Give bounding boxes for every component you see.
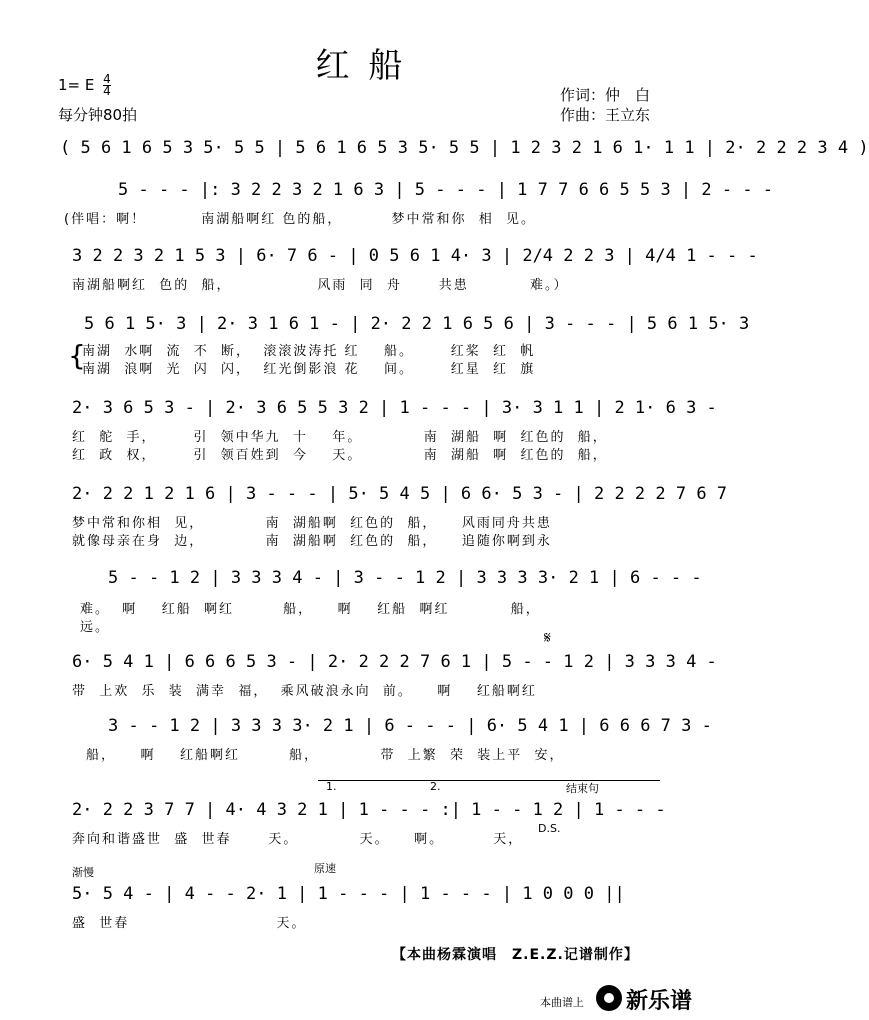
lyrics-line-2: 远。 (80, 620, 111, 635)
notation-line: ( 5 6 1 6 5 3 5· 5 5 | 5 6 1 6 5 3 5· 5 5 | 1 2 3 2 1 6 1· 1 1 | 2· 2 2 2 3 4 ) (60, 138, 869, 158)
time-signature (103, 74, 111, 97)
lyrics-line: 带 上欢 乐 装 满幸 福， 乘风破浪永向 前。 啊 红船啊红 (72, 684, 537, 699)
a-tempo-marking: 原速 (314, 862, 336, 875)
lyrics-line: 盛 世春 天。 (72, 916, 307, 931)
dal-segno-mark: D.S. (538, 822, 561, 835)
notation-line: 5 6 1 5· 3 | 2· 3 1 6 1 - | 2· 2 2 1 6 5 6 | 3 - - - | 5 6 1 5· 3 (84, 314, 750, 334)
notation-line: 6· 5 4 1 | 6 6 6 5 3 - | 2· 2 2 2 7 6 1 | 5 - - 1 2 | 3 3 3 4 - (72, 652, 717, 672)
transcription-credit: 【本曲杨霖演唱 Z.E.Z.记谱制作】 (392, 947, 639, 963)
key-signature (58, 74, 111, 97)
notation-line: 5· 5 4 - | 4 - - 2· 1 | 1 - - - | 1 - - - | 1 0 0 0 || (72, 884, 625, 904)
key-text: 1= E (58, 76, 95, 94)
ritardando-marking: 渐慢 (72, 866, 94, 879)
composer: 作曲：王立东 (560, 106, 651, 124)
time-signature-denominator: 4 (103, 84, 111, 98)
notation-line: 3 - - 1 2 | 3 3 3 3· 2 1 | 6 - - - | 6· 5 4 1 | 6 6 6 7 3 - (108, 716, 712, 736)
lyrics-line: 奔向和谐盛世 盛 世春 天。 天。 啊。 天， (72, 832, 524, 847)
coda-label: 结束句 (566, 782, 599, 795)
notation-line: 2· 2 2 1 2 1 6 | 3 - - - | 5· 5 4 5 | 6 6· 5 3 - | 2 2 2 2 7 6 7 (72, 484, 728, 504)
song-title: 红 船 (315, 46, 407, 86)
lyrics-line-2: 南湖 浪啊 光 闪 闪， 红光倒影浪 花 间。 红星 红 旗 (82, 362, 536, 377)
lyricist: 作词：仲 白 (560, 86, 651, 104)
lyrics-line: (伴唱：啊！ 南湖船啊红 色的船， 梦中常和你 相 见。 (64, 212, 536, 227)
notation-line: 5 - - - |: 3 2 2 3 2 1 6 3 | 5 - - - | 1 7 7 6 6 5 5 3 | 2 - - - (118, 180, 774, 200)
site-logo-text[interactable]: 新乐谱 (626, 989, 693, 1014)
lyrics-line: 梦中常和你相 见， 南 湖船啊 红色的 船， 风雨同舟共患 (72, 516, 552, 531)
verse-brace: { (68, 339, 86, 372)
site-logo-icon (596, 985, 622, 1011)
lyrics-line-2: 红 政 权， 引 领百姓到 今 天。 南 湖船 啊 红色的 船， (72, 448, 608, 463)
notation-line: 5 - - 1 2 | 3 3 3 4 - | 3 - - 1 2 | 3 3 3 3· 2 1 | 6 - - - (108, 568, 702, 588)
notation-line: 2· 3 6 5 3 - | 2· 3 6 5 5 3 2 | 1 - - - | 3· 3 1 1 | 2 1· 6 3 - (72, 398, 717, 418)
time-signature-numerator: 4 (103, 72, 111, 86)
tempo-marking: 每分钟80拍 (58, 106, 138, 124)
lyrics-line: 南湖船啊红 色的 船， 风雨 同 舟 共患 难。） (72, 278, 569, 293)
lyrics-line: 红 舵 手， 引 领中华九 十 年。 南 湖船 啊 红色的 船， (72, 430, 608, 445)
notation-line: 2· 2 2 3 7 7 | 4· 4 3 2 1 | 1 - - - :| 1 - - 1 2 | 1 - - - (72, 800, 666, 820)
lyrics-line: 南湖 水啊 流 不 断， 滚滚波涛托 红 船。 红桨 红 帆 (82, 344, 536, 359)
notation-line: 3 2 2 3 2 1 5 3 | 6· 7 6 - | 0 5 6 1 4· 3 | 2/4 2 2 3 | 4/4 1 - - - (72, 246, 758, 266)
volta-2-label: 2. (430, 780, 441, 793)
lyrics-line: 船， 啊 红船啊红 船， 带 上繁 荣 装上平 安， (86, 748, 565, 763)
segno-sign: 𝄋 (544, 628, 551, 647)
lyrics-line: 难。 啊 红船 啊红 船， 啊 红船 啊红 船， (80, 602, 541, 617)
volta-bracket-line (318, 780, 660, 781)
source-label: 本曲谱上 (540, 996, 584, 1009)
lyrics-line-2: 就像母亲在身 边， 南 湖船啊 红色的 船， 追随你啊到永 (72, 534, 552, 549)
volta-1-label: 1. (326, 780, 337, 793)
